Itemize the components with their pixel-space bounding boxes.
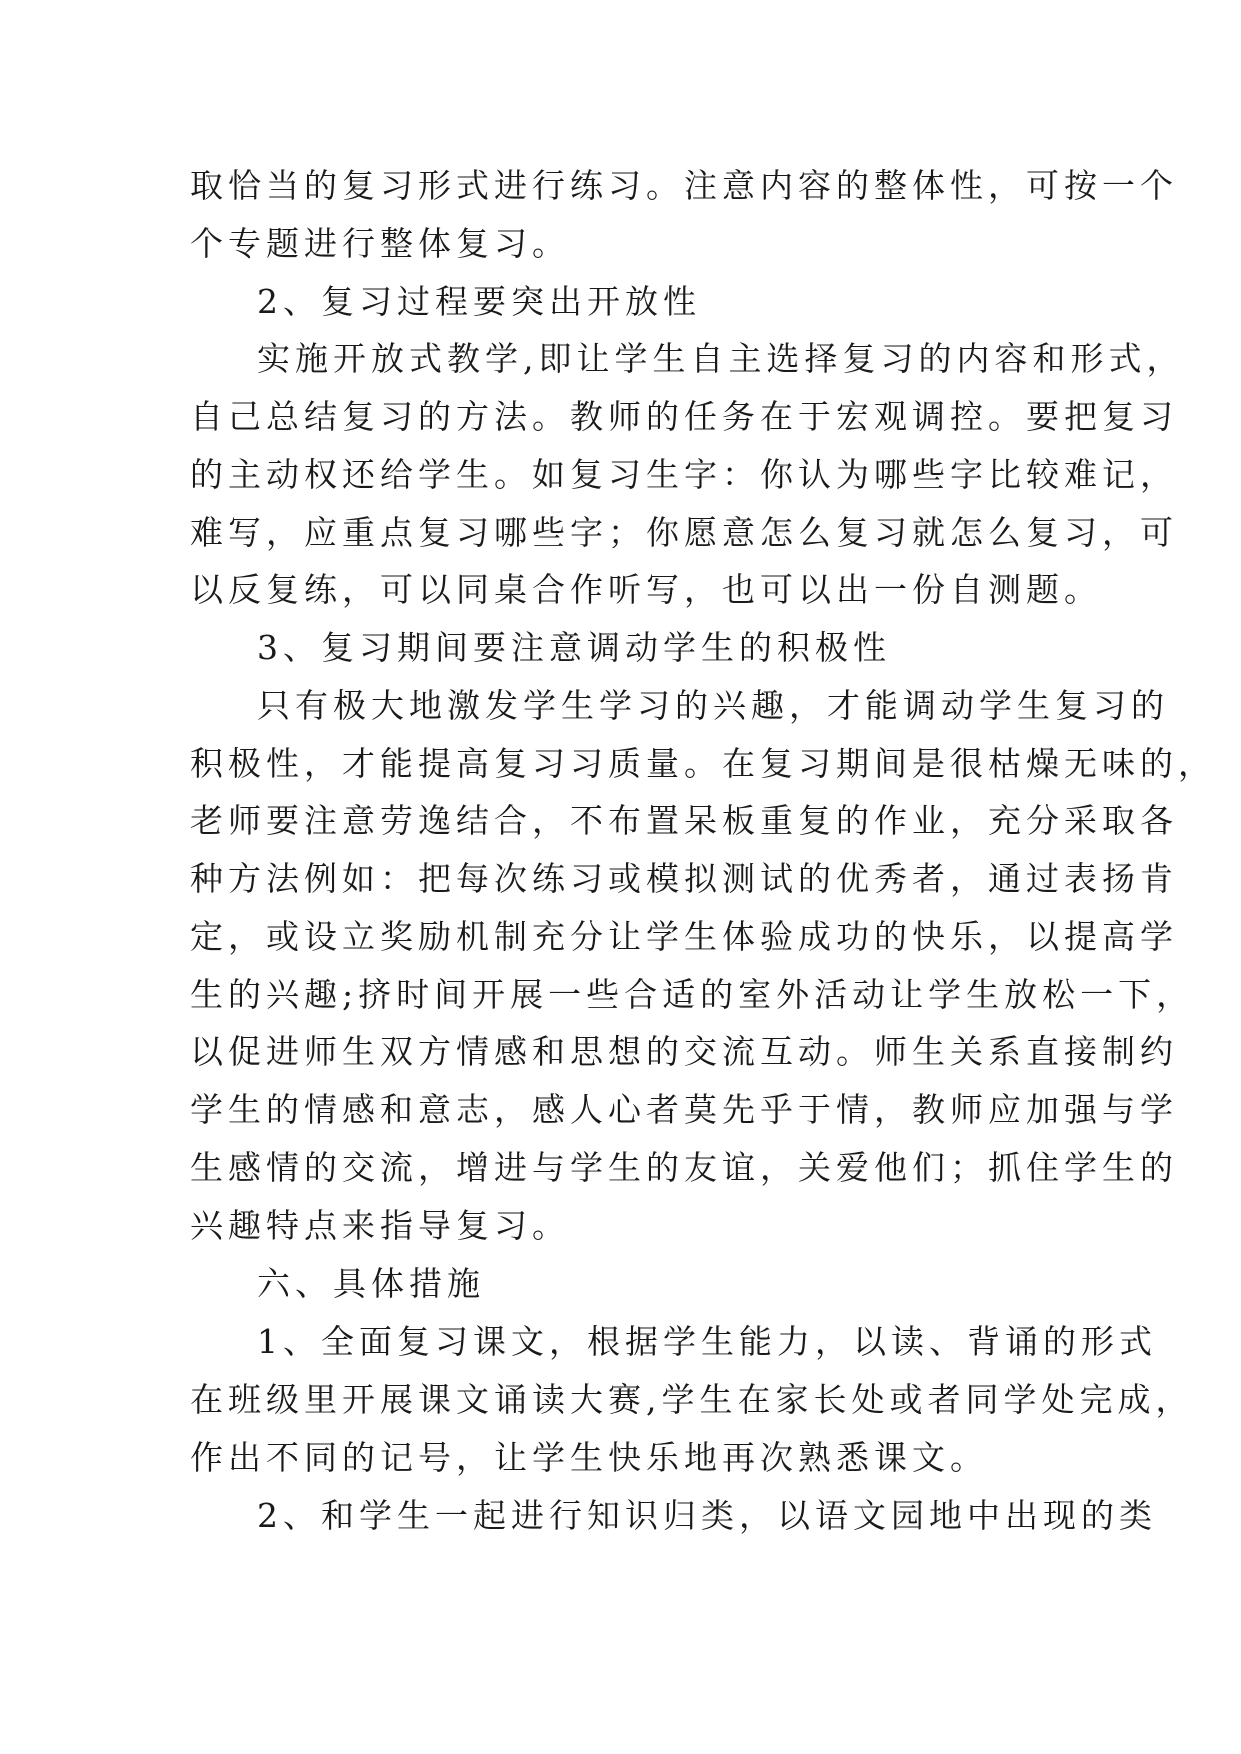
text-line: 生的兴趣;挤时间开展一些合适的室外活动让学生放松一下， xyxy=(190,975,1195,1014)
text-line: 生感情的交流，增进与学生的友谊，关爱他们；抓住学生的 xyxy=(190,1148,1178,1187)
text-line: 难写，应重点复习哪些字；你愿意怎么复习就怎么复习，可 xyxy=(190,513,1178,552)
text-line: 只有极大地激发学生学习的兴趣，才能调动学生复习的 xyxy=(257,686,1169,725)
section-heading: 六、具体措施 xyxy=(257,1264,485,1303)
text-line: 自己总结复习的方法。教师的任务在于宏观调控。要把复习 xyxy=(190,397,1178,436)
section-heading: 3、复习期间要注意调动学生的积极性 xyxy=(257,628,891,667)
text-line: 作出不同的记号，让学生快乐地再次熟悉课文。 xyxy=(190,1438,988,1477)
text-line: 以促进师生双方情感和思想的交流互动。师生关系直接制约 xyxy=(190,1032,1178,1071)
text-line: 在班级里开展课文诵读大赛,学生在家长处或者同学处完成， xyxy=(190,1380,1194,1419)
text-line: 老师要注意劳逸结合，不布置呆板重复的作业，充分采取各 xyxy=(190,801,1178,840)
text-line: 以反复练，可以同桌合作听写，也可以出一份自测题。 xyxy=(190,570,1102,609)
text-line: 积极性，才能提高复习习质量。在复习期间是很枯燥无味的， xyxy=(190,744,1216,783)
text-line: 兴趣特点来指导复习。 xyxy=(190,1206,570,1245)
text-line: 1、全面复习课文，根据学生能力，以读、背诵的形式 xyxy=(257,1322,1157,1361)
text-line: 取恰当的复习形式进行练习。注意内容的整体性，可按一个 xyxy=(190,166,1178,205)
text-line: 定，或设立奖励机制充分让学生体验成功的快乐，以提高学 xyxy=(190,917,1178,956)
text-line: 学生的情感和意志，感人心者莫先乎于情，教师应加强与学 xyxy=(190,1090,1178,1129)
text-line: 种方法例如：把每次练习或模拟测试的优秀者，通过表扬肯 xyxy=(190,859,1178,898)
text-line: 2、和学生一起进行知识归类，以语文园地中出现的类 xyxy=(257,1496,1157,1535)
text-line: 个专题进行整体复习。 xyxy=(190,224,570,263)
section-heading: 2、复习过程要突出开放性 xyxy=(257,282,701,321)
text-line: 实施开放式教学,即让学生自主选择复习的内容和形式， xyxy=(257,339,1185,378)
text-line: 的主动权还给学生。如复习生字：你认为哪些字比较难记， xyxy=(190,455,1178,494)
